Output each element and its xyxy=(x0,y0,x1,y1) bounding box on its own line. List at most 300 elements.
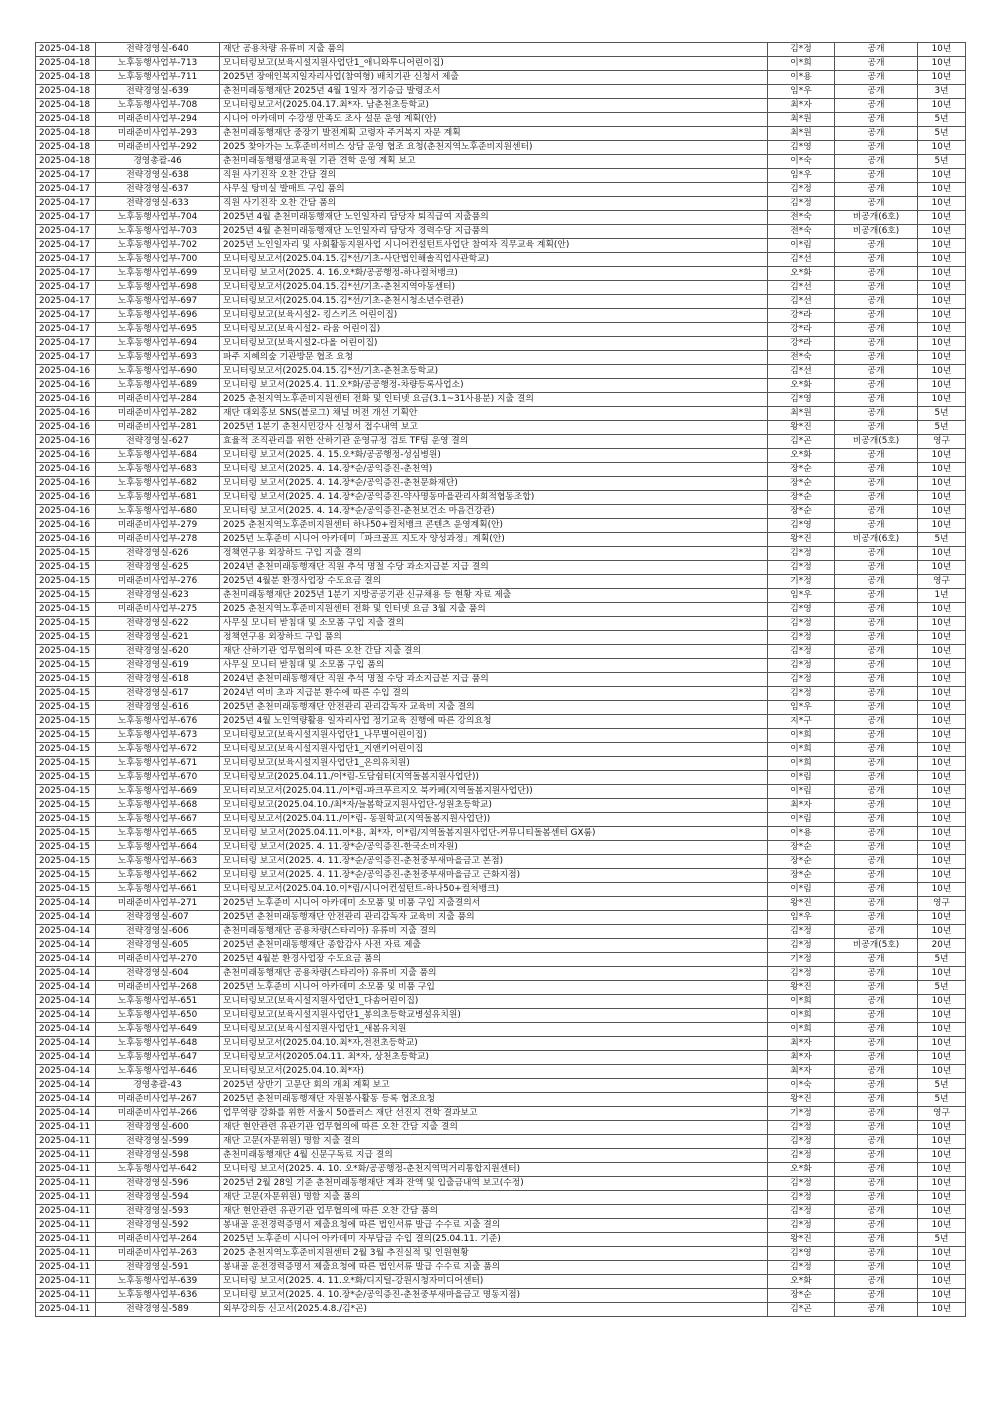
table-row xyxy=(36,141,966,155)
record-date: 2025-04-16 xyxy=(36,463,96,477)
record-title: 모니터링보고(보육시설지원사업단1_다솜어린이집) xyxy=(220,995,768,1009)
record-title: 모니터링 보고서(2025. 4. 10.장*순/공익증진-춘천중부새마을금고 명동지점) xyxy=(220,1289,768,1303)
record-author: 김*선 xyxy=(768,253,835,267)
record-title: 모니터링 보고서(2025. 4. 14.장*순/공익증진-춘천역) xyxy=(220,463,768,477)
table-row xyxy=(36,1177,966,1191)
record-number: 노후동행사업부-668 xyxy=(96,799,220,813)
record-number: 미래준비사업부-284 xyxy=(96,393,220,407)
record-number: 미래준비사업부-279 xyxy=(96,519,220,533)
record-disclosure: 공개 xyxy=(835,379,918,393)
record-title: 사무실 모니터 받침대 및 소모품 구입 품의 xyxy=(220,659,768,673)
record-number: 노후동행사업부-700 xyxy=(96,253,220,267)
record-author: 최*원 xyxy=(768,407,835,421)
record-title: 모니터링 보고서(2025. 4. 11.장*순/공익증진-한국소비자원) xyxy=(220,841,768,855)
record-date: 2025-04-11 xyxy=(36,1233,96,1247)
table-row xyxy=(36,897,966,911)
record-disclosure: 공개 xyxy=(835,575,918,589)
record-title: 춘천미래동행평생교육원 기관 견학 운영 계획 보고 xyxy=(220,155,768,169)
record-title: 모니터링보고서(2025.04.15.김*선/기초-춘천지역아동센터) xyxy=(220,281,768,295)
record-number: 전략경영실-605 xyxy=(96,939,220,953)
record-author: 최*자 xyxy=(768,99,835,113)
table-row xyxy=(36,197,966,211)
table-row xyxy=(36,421,966,435)
record-author: 이*림 xyxy=(768,239,835,253)
record-number: 미래준비사업부-263 xyxy=(96,1247,220,1261)
record-disclosure: 공개 xyxy=(835,869,918,883)
table-row xyxy=(36,337,966,351)
table-row xyxy=(36,869,966,883)
record-disclosure: 공개 xyxy=(835,267,918,281)
record-date: 2025-04-15 xyxy=(36,659,96,673)
table-row xyxy=(36,295,966,309)
record-title: 정책연구용 외장하드 구입 지출 결의 xyxy=(220,547,768,561)
record-date: 2025-04-14 xyxy=(36,981,96,995)
table-row xyxy=(36,1303,966,1317)
record-retention: 20년 xyxy=(918,939,966,953)
record-retention: 5년 xyxy=(918,981,966,995)
record-title: 모니터링보고서(2025.04.15.김*선/기초-춘천시청소년수련관) xyxy=(220,295,768,309)
record-title: 모니터링 보고서(2025. 4. 14.장*순/공익증진-춘천보건소 마음건강관) xyxy=(220,505,768,519)
record-number: 노후동행사업부-683 xyxy=(96,463,220,477)
record-number: 노후동행사업부-636 xyxy=(96,1289,220,1303)
record-title: 춘천미래동행재단 공용차량(스타리아) 유류비 지출 결의 xyxy=(220,925,768,939)
record-title: 춘천미래동행재단 2025년 1분기 지방공공기관 신규채용 등 현황 자료 제출 xyxy=(220,589,768,603)
record-retention: 5년 xyxy=(918,1233,966,1247)
record-author: 최*자 xyxy=(768,799,835,813)
record-number: 전략경영실-591 xyxy=(96,1261,220,1275)
record-disclosure: 공개 xyxy=(835,659,918,673)
record-number: 노후동행사업부-664 xyxy=(96,841,220,855)
table-row xyxy=(36,631,966,645)
table-row xyxy=(36,57,966,71)
record-disclosure: 공개 xyxy=(835,141,918,155)
record-disclosure: 공개 xyxy=(835,281,918,295)
record-date: 2025-04-11 xyxy=(36,1289,96,1303)
record-date: 2025-04-16 xyxy=(36,477,96,491)
table-row xyxy=(36,281,966,295)
record-author: 전*숙 xyxy=(768,225,835,239)
record-retention: 10년 xyxy=(918,1009,966,1023)
record-disclosure: 공개 xyxy=(835,813,918,827)
record-date: 2025-04-11 xyxy=(36,1303,96,1317)
record-number: 노후동행사업부-697 xyxy=(96,295,220,309)
record-disclosure: 공개 xyxy=(835,421,918,435)
record-author: 김*정 xyxy=(768,925,835,939)
record-disclosure: 공개 xyxy=(835,1163,918,1177)
record-author: 이*희 xyxy=(768,1023,835,1037)
record-title: 외부강의등 신고서(2025.4.8./김*곤) xyxy=(220,1303,768,1317)
record-disclosure: 공개 xyxy=(835,897,918,911)
table-row xyxy=(36,253,966,267)
record-retention: 10년 xyxy=(918,141,966,155)
record-retention: 10년 xyxy=(918,71,966,85)
record-number: 노후동행사업부-694 xyxy=(96,337,220,351)
record-author: 김*선 xyxy=(768,295,835,309)
record-number: 미래준비사업부-275 xyxy=(96,603,220,617)
table-row xyxy=(36,617,966,631)
table-row xyxy=(36,757,966,771)
record-date: 2025-04-16 xyxy=(36,505,96,519)
table-row xyxy=(36,953,966,967)
record-date: 2025-04-16 xyxy=(36,421,96,435)
record-number: 노후동행사업부-676 xyxy=(96,715,220,729)
record-date: 2025-04-15 xyxy=(36,785,96,799)
record-author: 이*용 xyxy=(768,827,835,841)
record-date: 2025-04-17 xyxy=(36,169,96,183)
record-author: 김*정 xyxy=(768,1191,835,1205)
record-author: 장*순 xyxy=(768,491,835,505)
record-disclosure: 공개 xyxy=(835,1121,918,1135)
record-disclosure: 공개 xyxy=(835,85,918,99)
record-disclosure: 공개 xyxy=(835,337,918,351)
record-retention: 5년 xyxy=(918,533,966,547)
record-author: 최*원 xyxy=(768,113,835,127)
table-row xyxy=(36,1191,966,1205)
record-date: 2025-04-15 xyxy=(36,883,96,897)
record-date: 2025-04-14 xyxy=(36,1079,96,1093)
record-retention: 10년 xyxy=(918,687,966,701)
record-disclosure: 공개 xyxy=(835,799,918,813)
record-author: 왕*진 xyxy=(768,1233,835,1247)
record-author: 오*화 xyxy=(768,1163,835,1177)
table-row xyxy=(36,1065,966,1079)
record-retention: 5년 xyxy=(918,113,966,127)
table-row xyxy=(36,477,966,491)
table-row xyxy=(36,449,966,463)
record-title: 모니터링보고(보육시설2-다올 어린이집) xyxy=(220,337,768,351)
record-author: 김*정 xyxy=(768,1261,835,1275)
record-retention: 10년 xyxy=(918,309,966,323)
record-number: 노후동행사업부-665 xyxy=(96,827,220,841)
record-title: 모니터링보고서(2025.04.10.이*림/시니어컨설턴트-하나50+컬처뱅크) xyxy=(220,883,768,897)
record-date: 2025-04-11 xyxy=(36,1177,96,1191)
record-date: 2025-04-17 xyxy=(36,211,96,225)
record-title: 모니터리보고서(2025.04.11./이*림-파크푸르지오 북카페(지역돌봄지원사업단)) xyxy=(220,785,768,799)
record-date: 2025-04-14 xyxy=(36,1107,96,1121)
record-title: 2025년 장애인복지일자리사업(참여형) 배치기관 신청서 제출 xyxy=(220,71,768,85)
table-row xyxy=(36,715,966,729)
record-title: 봉내골 운전경력증명서 제출요청에 따른 법인서류 발급 수수료 지출 품의 xyxy=(220,1261,768,1275)
record-number: 노후동행사업부-662 xyxy=(96,869,220,883)
record-number: 노후동행사업부-693 xyxy=(96,351,220,365)
record-number: 노후동행사업부-661 xyxy=(96,883,220,897)
table-row xyxy=(36,1275,966,1289)
table-row xyxy=(36,379,966,393)
record-author: 이*희 xyxy=(768,995,835,1009)
record-disclosure: 공개 xyxy=(835,827,918,841)
record-disclosure: 공개 xyxy=(835,1093,918,1107)
record-retention: 10년 xyxy=(918,197,966,211)
record-title: 2025년 4월분 환경사업장 수도요금 결의 xyxy=(220,575,768,589)
record-number: 전략경영실-619 xyxy=(96,659,220,673)
record-title: 모니터링보고서(2025.04.15.김*선/기초-사단법인해솔직업사관학교) xyxy=(220,253,768,267)
record-author: 전*숙 xyxy=(768,351,835,365)
record-retention: 10년 xyxy=(918,295,966,309)
record-disclosure: 공개 xyxy=(835,407,918,421)
table-row xyxy=(36,1261,966,1275)
record-title: 2025년 4월 춘천미래동행재단 노인일자리 담당자 퇴직급여 지출품의 xyxy=(220,211,768,225)
record-date: 2025-04-15 xyxy=(36,841,96,855)
record-author: 전*숙 xyxy=(768,211,835,225)
record-disclosure: 공개 xyxy=(835,127,918,141)
record-author: 장*순 xyxy=(768,855,835,869)
record-retention: 10년 xyxy=(918,1247,966,1261)
record-retention: 10년 xyxy=(918,631,966,645)
record-disclosure: 공개 xyxy=(835,841,918,855)
record-author: 이*림 xyxy=(768,785,835,799)
record-author: 임*우 xyxy=(768,169,835,183)
record-title: 재단 고문(자문위원) 명함 지출 결의 xyxy=(220,1135,768,1149)
record-number: 노후동행사업부-702 xyxy=(96,239,220,253)
record-author: 김*정 xyxy=(768,547,835,561)
record-disclosure: 공개 xyxy=(835,673,918,687)
record-date: 2025-04-15 xyxy=(36,561,96,575)
record-number: 미래준비사업부-293 xyxy=(96,127,220,141)
record-disclosure: 공개 xyxy=(835,995,918,1009)
record-date: 2025-04-14 xyxy=(36,1023,96,1037)
record-number: 노후동행사업부-667 xyxy=(96,813,220,827)
record-disclosure: 공개 xyxy=(835,1233,918,1247)
record-retention: 5년 xyxy=(918,407,966,421)
record-author: 강*라 xyxy=(768,309,835,323)
record-disclosure: 공개 xyxy=(835,1037,918,1051)
record-retention: 10년 xyxy=(918,267,966,281)
record-retention: 10년 xyxy=(918,757,966,771)
record-title: 2024년 여비 초과 지급분 환수에 따른 수입 결의 xyxy=(220,687,768,701)
record-retention: 10년 xyxy=(918,603,966,617)
record-author: 임*우 xyxy=(768,701,835,715)
table-row xyxy=(36,827,966,841)
record-author: 이*희 xyxy=(768,1009,835,1023)
record-number: 미래준비사업부-268 xyxy=(96,981,220,995)
record-disclosure: 공개 xyxy=(835,99,918,113)
record-author: 이*림 xyxy=(768,771,835,785)
table-row xyxy=(36,813,966,827)
record-number: 노후동행사업부-647 xyxy=(96,1051,220,1065)
record-retention: 5년 xyxy=(918,953,966,967)
record-date: 2025-04-11 xyxy=(36,1205,96,1219)
record-number: 전략경영실-607 xyxy=(96,911,220,925)
table-row xyxy=(36,1051,966,1065)
record-title: 2025 춘천지역노후준비지원센터 전화 및 인터넷 요금(3.1~31사용분) 지출 결의 xyxy=(220,393,768,407)
record-disclosure: 공개 xyxy=(835,855,918,869)
record-number: 노후동행사업부-684 xyxy=(96,449,220,463)
table-row xyxy=(36,1247,966,1261)
record-title: 모니터링 보고서(2025. 4. 14.장*순/공익증진-춘천문화재단) xyxy=(220,477,768,491)
record-author: 김*정 xyxy=(768,687,835,701)
record-date: 2025-04-15 xyxy=(36,617,96,631)
record-number: 노후동행사업부-673 xyxy=(96,729,220,743)
record-author: 강*라 xyxy=(768,323,835,337)
record-retention: 10년 xyxy=(918,1023,966,1037)
record-title: 모니터링 보고서(2025. 4. 15.오*화/공공행정-성심병원) xyxy=(220,449,768,463)
record-date: 2025-04-17 xyxy=(36,337,96,351)
record-retention: 10년 xyxy=(918,323,966,337)
record-date: 2025-04-15 xyxy=(36,673,96,687)
record-number: 미래준비사업부-266 xyxy=(96,1107,220,1121)
record-date: 2025-04-16 xyxy=(36,449,96,463)
table-row xyxy=(36,1149,966,1163)
record-title: 춘천미래동행재단 공용차량(스타리아) 유류비 지출 품의 xyxy=(220,967,768,981)
record-date: 2025-04-15 xyxy=(36,757,96,771)
record-retention: 10년 xyxy=(918,57,966,71)
record-date: 2025-04-11 xyxy=(36,1247,96,1261)
record-author: 최*자 xyxy=(768,1037,835,1051)
record-disclosure: 공개 xyxy=(835,1023,918,1037)
record-number: 미래준비사업부-270 xyxy=(96,953,220,967)
table-row xyxy=(36,99,966,113)
record-date: 2025-04-15 xyxy=(36,589,96,603)
record-retention: 10년 xyxy=(918,337,966,351)
table-row xyxy=(36,1079,966,1093)
record-disclosure: 공개 xyxy=(835,645,918,659)
record-retention: 10년 xyxy=(918,799,966,813)
table-row xyxy=(36,841,966,855)
record-number: 노후동행사업부-669 xyxy=(96,785,220,799)
table-row xyxy=(36,939,966,953)
record-title: 직원 사기진작 오찬 간담 품의 xyxy=(220,197,768,211)
record-retention: 10년 xyxy=(918,785,966,799)
record-date: 2025-04-14 xyxy=(36,1051,96,1065)
record-number: 전략경영실-622 xyxy=(96,617,220,631)
record-date: 2025-04-17 xyxy=(36,281,96,295)
record-disclosure: 공개 xyxy=(835,743,918,757)
table-row xyxy=(36,155,966,169)
record-disclosure: 공개 xyxy=(835,911,918,925)
record-author: 김*영 xyxy=(768,141,835,155)
table-row xyxy=(36,561,966,575)
record-retention: 5년 xyxy=(918,1093,966,1107)
record-author: 이*림 xyxy=(768,883,835,897)
table-row xyxy=(36,127,966,141)
record-retention: 10년 xyxy=(918,827,966,841)
table-row xyxy=(36,1135,966,1149)
table-row xyxy=(36,729,966,743)
record-title: 모니터링 보고서(2025. 4. 16.오*화/공공행정-하나컬처뱅크) xyxy=(220,267,768,281)
record-number: 노후동행사업부-672 xyxy=(96,743,220,757)
record-author: 기*정 xyxy=(768,953,835,967)
record-date: 2025-04-11 xyxy=(36,1121,96,1135)
record-disclosure: 공개 xyxy=(835,729,918,743)
record-date: 2025-04-17 xyxy=(36,225,96,239)
record-title: 2025년 노후준비 시니어 아카데미「파크골프 지도자 양성과정」계획(안) xyxy=(220,533,768,547)
record-retention: 10년 xyxy=(918,379,966,393)
table-row xyxy=(36,365,966,379)
record-title: 2025년 노후준비 시니어 아카데미 소모품 및 비품 구입 지출결의서 xyxy=(220,897,768,911)
record-number: 노후동행사업부-704 xyxy=(96,211,220,225)
table-row xyxy=(36,701,966,715)
record-author: 최*원 xyxy=(768,127,835,141)
record-date: 2025-04-15 xyxy=(36,603,96,617)
record-retention: 10년 xyxy=(918,449,966,463)
record-number: 미래준비사업부-281 xyxy=(96,421,220,435)
record-disclosure: 공개 xyxy=(835,1261,918,1275)
record-date: 2025-04-16 xyxy=(36,533,96,547)
record-retention: 10년 xyxy=(918,561,966,575)
record-author: 이*희 xyxy=(768,743,835,757)
record-number: 전략경영실-606 xyxy=(96,925,220,939)
record-retention: 10년 xyxy=(918,211,966,225)
table-row xyxy=(36,393,966,407)
record-number: 노후동행사업부-671 xyxy=(96,757,220,771)
record-date: 2025-04-15 xyxy=(36,701,96,715)
record-author: 이*숙 xyxy=(768,1079,835,1093)
record-number: 노후동행사업부-648 xyxy=(96,1037,220,1051)
record-title: 2025 춘천지역노후준비지원센터 2월 3월 추진실적 및 인원현황 xyxy=(220,1247,768,1261)
record-title: 모니터링보고서(2025.04.17.최*자. 남춘천초등학교) xyxy=(220,99,768,113)
record-number: 미래준비사업부-271 xyxy=(96,897,220,911)
record-author: 지*구 xyxy=(768,715,835,729)
record-disclosure: 공개 xyxy=(835,57,918,71)
record-author: 장*순 xyxy=(768,477,835,491)
record-title: 재단 대외홍보 SNS(블로그) 채널 버전 개선 기획안 xyxy=(220,407,768,421)
record-number: 전략경영실-617 xyxy=(96,687,220,701)
record-number: 전략경영실-623 xyxy=(96,589,220,603)
record-retention: 10년 xyxy=(918,1303,966,1317)
table-row xyxy=(36,1093,966,1107)
record-number: 노후동행사업부-711 xyxy=(96,71,220,85)
record-title: 2025년 2월 28일 기준 춘천미래동행재단 계좌 잔액 및 입출금내역 보고(수정) xyxy=(220,1177,768,1191)
record-retention: 10년 xyxy=(918,1051,966,1065)
table-row xyxy=(36,645,966,659)
record-author: 김*영 xyxy=(768,1247,835,1261)
table-row xyxy=(36,407,966,421)
record-date: 2025-04-18 xyxy=(36,57,96,71)
record-title: 2025 춘천지역노후준비지원센터 하나50+컬처뱅크 콘텐츠 운영계획(안) xyxy=(220,519,768,533)
record-date: 2025-04-14 xyxy=(36,897,96,911)
record-retention: 10년 xyxy=(918,1219,966,1233)
record-retention: 10년 xyxy=(918,99,966,113)
record-date: 2025-04-16 xyxy=(36,393,96,407)
record-disclosure: 공개 xyxy=(835,519,918,533)
table-row xyxy=(36,659,966,673)
record-date: 2025-04-11 xyxy=(36,1261,96,1275)
record-number: 노후동행사업부-670 xyxy=(96,771,220,785)
record-date: 2025-04-15 xyxy=(36,771,96,785)
record-disclosure: 공개 xyxy=(835,393,918,407)
record-retention: 10년 xyxy=(918,869,966,883)
record-date: 2025-04-17 xyxy=(36,295,96,309)
record-retention: 10년 xyxy=(918,1121,966,1135)
table-row xyxy=(36,351,966,365)
record-retention: 10년 xyxy=(918,1037,966,1051)
record-retention: 5년 xyxy=(918,155,966,169)
record-author: 임*우 xyxy=(768,911,835,925)
record-disclosure: 공개 xyxy=(835,1303,918,1317)
record-date: 2025-04-15 xyxy=(36,715,96,729)
record-disclosure: 공개 xyxy=(835,589,918,603)
record-number: 노후동행사업부-649 xyxy=(96,1023,220,1037)
record-author: 장*순 xyxy=(768,463,835,477)
record-date: 2025-04-17 xyxy=(36,183,96,197)
table-row xyxy=(36,1037,966,1051)
record-title: 파주 지혜의숲 기관방문 협조 요청 xyxy=(220,351,768,365)
table-row xyxy=(36,589,966,603)
record-title: 2025년 춘천미래동행재단 자원봉사활동 등록 협조요청 xyxy=(220,1093,768,1107)
table-row xyxy=(36,267,966,281)
record-retention: 영구 xyxy=(918,435,966,449)
record-disclosure: 공개 xyxy=(835,1107,918,1121)
record-retention: 10년 xyxy=(918,813,966,827)
record-disclosure: 공개 xyxy=(835,561,918,575)
record-number: 전략경영실-596 xyxy=(96,1177,220,1191)
record-number: 미래준비사업부-292 xyxy=(96,141,220,155)
record-disclosure: 공개 xyxy=(835,197,918,211)
record-retention: 10년 xyxy=(918,463,966,477)
record-retention: 10년 xyxy=(918,43,966,57)
record-date: 2025-04-14 xyxy=(36,939,96,953)
table-row xyxy=(36,981,966,995)
